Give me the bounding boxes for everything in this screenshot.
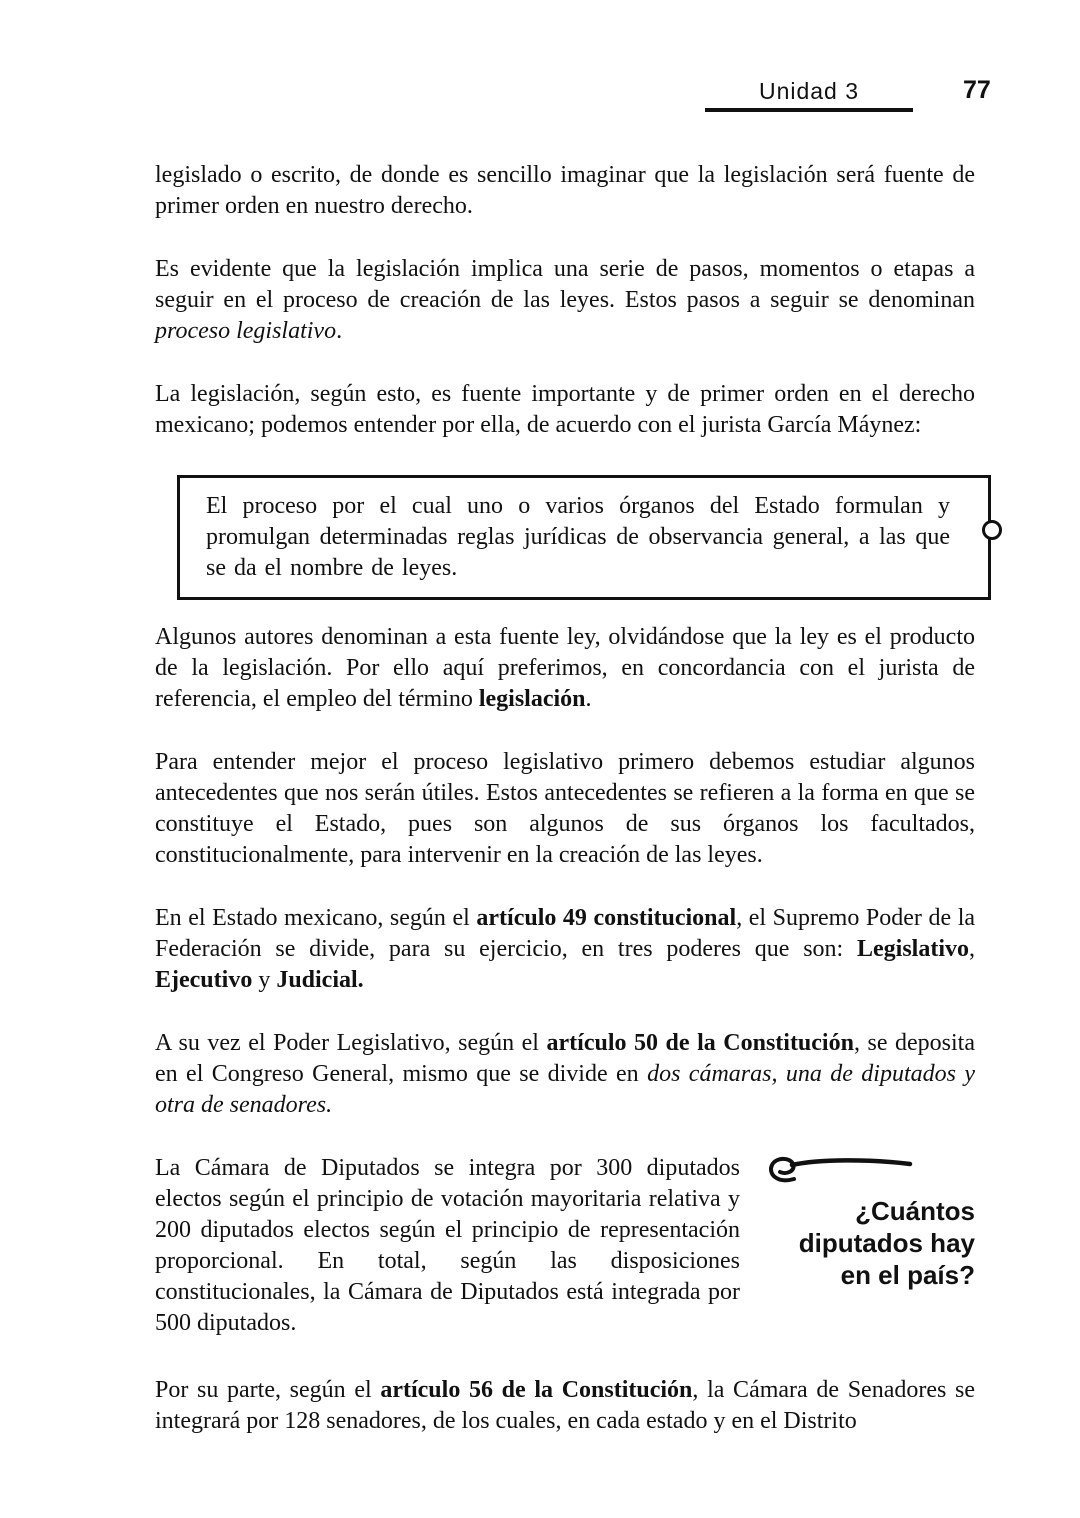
page-header bbox=[0, 78, 1080, 118]
header-underline bbox=[705, 108, 913, 112]
paragraph-estado-mexicano: En el Estado mexicano, según el artículo 49 constitucional, el Supremo Poder de la Federación se divide, para su ejercicio, en tres poderes que son: Legislativo, Ejecutivo y Judicial. bbox=[155, 905, 976, 993]
paragraph-poder-legislativo: A su vez el Poder Legislativo, según el artículo 50 de la Constitución, se deposita en el Congreso General, mismo que se divide en dos cámaras, una de diputados y otra de senadores. bbox=[155, 1030, 975, 1118]
margin-note-text: ¿Cuántos diputados hay en el país? bbox=[798, 1196, 975, 1290]
page-number: 77 bbox=[963, 76, 991, 104]
unit-label: Unidad 3 bbox=[758, 78, 860, 104]
margin-note bbox=[740, 1153, 975, 1291]
flourish-icon bbox=[764, 1155, 914, 1191]
paragraph-por-su-parte: Por su parte, según el artículo 56 de la Constitución, la Cámara de Senadores se integrará por 128 senadores, de los cuales, en cada estado y en el Distrito bbox=[155, 1377, 975, 1434]
quote-text: El proceso por el cual uno o varios órganos del Estado formulan y promulgan determinadas reglas jurídicas de observancia general, a las que se da el nombre de leyes. bbox=[206, 493, 950, 581]
paragraph-para-entender: Para entender mejor el proceso legislativo primero debemos estudiar algunos antecedentes que nos serán útiles. Estos antecedentes se refieren a la forma en que se constituye el Estado, pues son algunos de sus órganos los facultados, constitucionalmente, para intervenir en la creación de las leyes. bbox=[155, 749, 975, 868]
paragraph-algunos-autores: Algunos autores denominan a esta fuente ley, olvidándose que la ley es el producto de la legislación. Por ello aquí preferimos, en concordancia con el jurista de referencia, el empleo del término legislación. bbox=[155, 624, 975, 712]
paragraph-with-margin-note bbox=[155, 1153, 975, 1339]
unit-tab bbox=[705, 78, 913, 112]
quote-box bbox=[177, 475, 991, 600]
paragraph-la-legislacion: La legislación, según esto, es fuente importante y de primer orden en el derecho mexicano; podemos entender por ella, de acuerdo con el jurista García Máynez: bbox=[155, 381, 975, 438]
circle-marker-icon bbox=[982, 520, 1002, 540]
paragraph-camara-diputados: La Cámara de Diputados se integra por 300 diputados electos según el principio de votación mayoritaria relativa y 200 diputados electos según el principio de representación proporcional. En total, según las disposiciones constitucionales, la Cámara de Diputados está integrada por 500 diputados. bbox=[155, 1155, 740, 1336]
page-content bbox=[155, 160, 975, 1469]
paragraph-legislado: legislado o escrito, de donde es sencillo imaginar que la legislación será fuente de primer orden en nuestro derecho. bbox=[155, 162, 975, 219]
paragraph-es-evidente: Es evidente que la legislación implica una serie de pasos, momentos o etapas a seguir en el proceso de creación de las leyes. Estos pasos a seguir se denominan proceso legislativo. bbox=[155, 256, 975, 344]
